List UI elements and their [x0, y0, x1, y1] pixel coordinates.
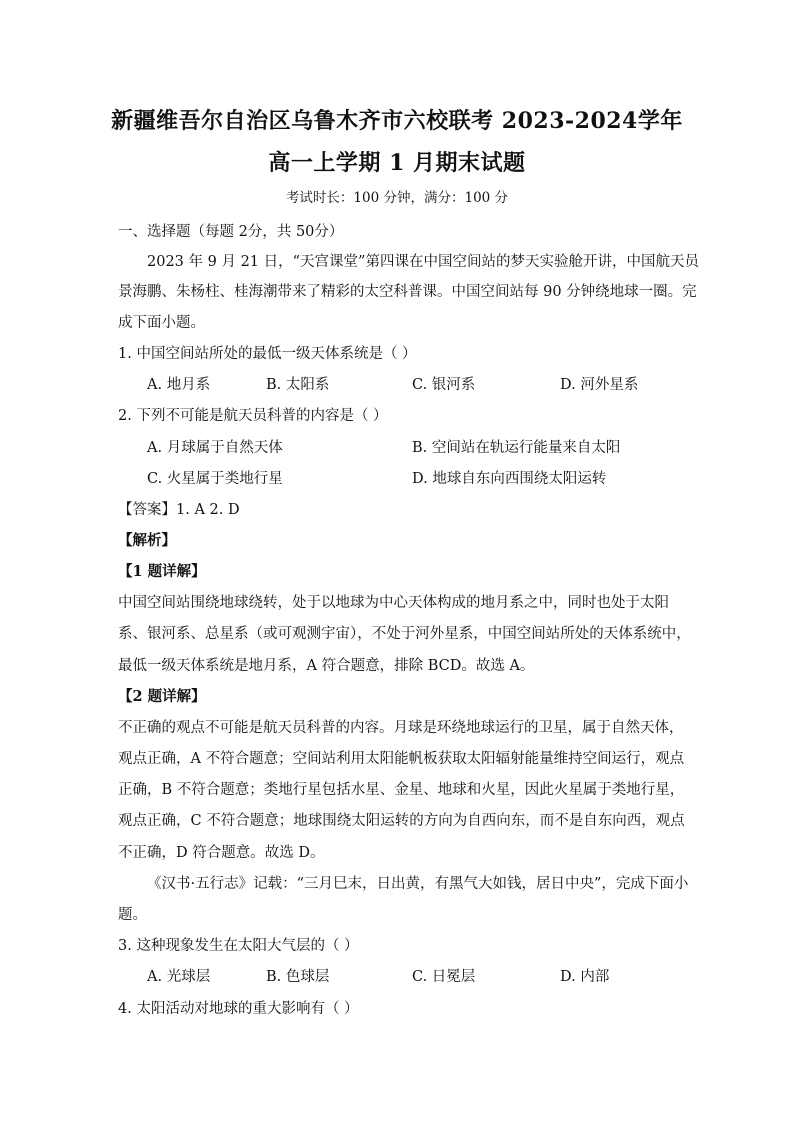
answer-line: 【答案】1. A 2. D	[118, 502, 240, 518]
q1-option-b: B. 太阳系	[266, 377, 330, 393]
detail-1-line: 系、银河系、总星系（或可观测宇宙），不处于河外星系，中国空间站所处的天体系统中，	[118, 626, 691, 642]
passage-1-line: 景海鹏、朱杨柱、桂海潮带来了精彩的太空科普课。中国空间站每 90 分钟绕地球一圈。完	[118, 284, 697, 300]
question-2-stem: 2. 下列不可能是航天员科普的内容是（ ）	[118, 408, 388, 424]
q1-option-d: D. 河外星系	[560, 377, 639, 393]
q1-option-c: C. 银河系	[412, 377, 476, 393]
passage-2-line: 《汉书·五行志》记载：“三月巳末，日出黄，有黑气大如钱，居日中央”，完成下面小	[147, 876, 689, 892]
detail-2-line: 不正确，D 符合题意。故选 D。	[118, 845, 325, 861]
passage-1-line: 2023 年 9 月 21 日，“天宫课堂”第四课在中国空间站的梦天实验舱开讲，中国航天员	[147, 254, 699, 270]
detail-2-line: 不正确的观点不可能是航天员科普的内容。月球是环绕地球运行的卫星，属于自然天体，	[118, 720, 684, 736]
detail-2-line: 正确，B 不符合题意；类地行星包括水星、金星、地球和火星，因此火星属于类地行星，	[118, 782, 685, 798]
passage-1-line: 成下面小题。	[118, 315, 205, 331]
title-line-2: 高一上学期 1 月期末试题	[268, 150, 526, 176]
q2-option-a: A. 月球属于自然天体	[147, 440, 283, 456]
q2-option-d: D. 地球自东向西围绕太阳运转	[412, 471, 607, 487]
analysis-label: 【解析】	[118, 532, 176, 549]
q1-option-a: A. 地月系	[147, 377, 211, 393]
section-heading: 一、选择题（每题 2分，共 50分）	[118, 224, 344, 240]
q2-option-c: C. 火星属于类地行星	[147, 471, 283, 487]
detail-2-label: 【2 题详解】	[118, 688, 206, 705]
detail-2-line: 观点正确，C 不符合题意；地球围绕太阳运转的方向为自西向东，而不是自东向西，观点	[118, 813, 685, 829]
title-line-1: 新疆维吾尔自治区乌鲁木齐市六校联考 2023-2024学年	[111, 108, 683, 134]
q3-option-c: C. 日冕层	[412, 969, 476, 985]
detail-1-line: 中国空间站围绕地球绕转，处于以地球为中心天体构成的地月系之中，同时也处于太阳	[118, 595, 669, 611]
question-3-stem: 3. 这种现象发生在太阳大气层的（ ）	[118, 938, 359, 954]
passage-2-line: 题。	[118, 907, 147, 923]
q3-option-d: D. 内部	[560, 969, 610, 985]
detail-2-line: 观点正确，A 不符合题意；空间站利用太阳能帆板获取太阳辐射能量维持空间运行，观点	[118, 751, 685, 767]
q3-option-b: B. 色球层	[266, 969, 330, 985]
detail-1-label: 【1 题详解】	[118, 563, 206, 580]
q2-option-b: B. 空间站在轨运行能量来自太阳	[412, 440, 621, 456]
detail-1-line: 最低一级天体系统是地月系，A 符合题意，排除 BCD。故选 A。	[118, 658, 535, 674]
q3-option-a: A. 光球层	[147, 969, 211, 985]
question-4-stem: 4. 太阳活动对地球的重大影响有（ ）	[118, 1001, 359, 1017]
exam-info: 考试时长：100 分钟，满分：100 分	[285, 190, 509, 206]
question-1-stem: 1. 中国空间站所处的最低一级天体系统是（ ）	[118, 346, 417, 362]
